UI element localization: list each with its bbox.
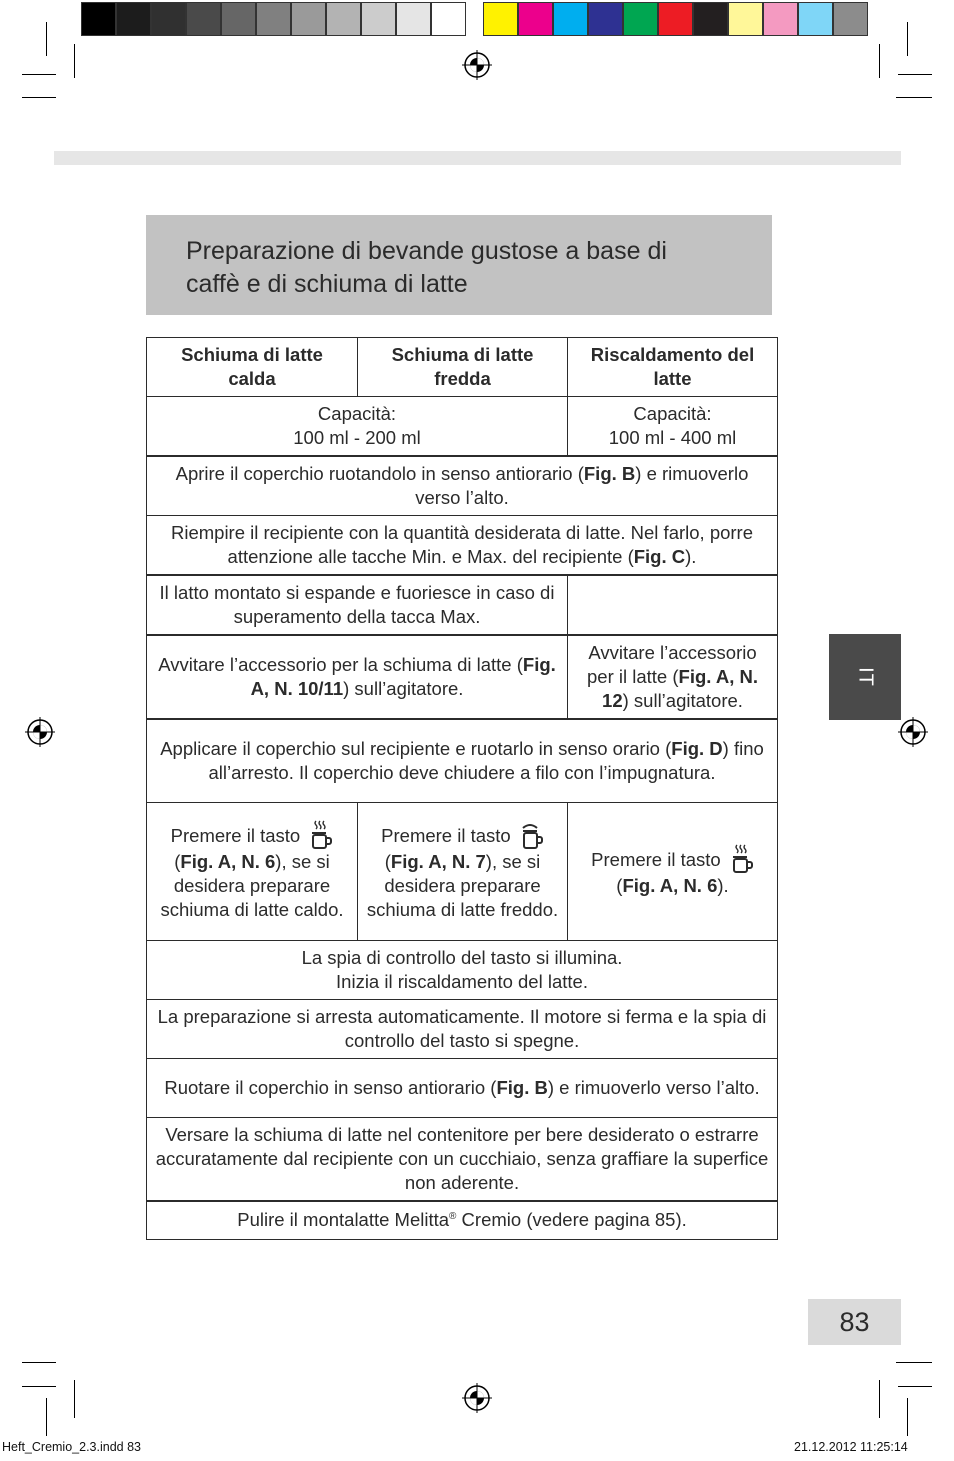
table-cell (147, 635, 568, 719)
crop-mark (22, 1362, 56, 1363)
column-header: Schiuma di latte calda (147, 338, 358, 397)
crop-mark (907, 1398, 908, 1436)
page-number: 83 (808, 1299, 901, 1345)
color-swatch (151, 2, 186, 36)
color-swatch (658, 2, 693, 36)
table-cell (358, 802, 568, 940)
table-row (147, 1201, 778, 1240)
figure-ref: Fig. D (671, 737, 723, 759)
table-row (147, 1058, 778, 1117)
table-row (147, 719, 778, 802)
hot-foam-cup-icon (730, 844, 754, 874)
figure-ref: Fig. A, N. 10/11 (250, 654, 556, 699)
crop-mark (896, 97, 932, 98)
crop-mark (907, 22, 908, 56)
figure-ref: Fig. B (496, 1076, 548, 1098)
figure-ref: Fig. A, N. 12 (602, 666, 758, 711)
cell-text: La spia di controllo del tasto si illumina. (301, 946, 623, 968)
table-row (147, 1117, 778, 1201)
registration-mark-icon (25, 717, 55, 747)
color-swatch (221, 2, 256, 36)
table-cell (568, 802, 778, 940)
table-cell (147, 1058, 778, 1117)
table-cell: Versare la schiuma di latte nel contenitore per bere desiderato o estrarre accuratamente dal recipiente con un cucchiaio, senza graffiare la superfice non aderente. (147, 1117, 778, 1201)
color-swatch (588, 2, 623, 36)
crop-mark (879, 44, 880, 78)
table-cell (147, 516, 778, 576)
color-swatch (763, 2, 798, 36)
table-row (147, 516, 778, 576)
crop-mark (74, 44, 75, 78)
figure-ref: Fig. A, N. 6 (180, 851, 276, 872)
capacity-label: Capacità: (317, 403, 397, 424)
section-title-line: Preparazione di bevande gustose a base di (186, 237, 667, 265)
color-swatch (396, 2, 431, 36)
color-swatch (728, 2, 763, 36)
table-cell (147, 802, 358, 940)
capacity-label: Capacità: (633, 403, 712, 424)
color-swatch (483, 2, 518, 36)
crop-mark (22, 1386, 56, 1387)
cell-text: Pulire il montalatte Melitta (237, 1209, 450, 1231)
color-swatch (518, 2, 553, 36)
cell-text: ) e rimuoverlo verso l’alto. (547, 1076, 760, 1098)
cell-text: Premere il tasto (381, 825, 511, 846)
instruction-table (146, 337, 778, 1240)
color-swatch (553, 2, 588, 36)
cell-text: ( (384, 851, 391, 872)
crop-mark (22, 74, 56, 75)
table-row (147, 397, 778, 457)
registration-mark-icon (462, 1383, 492, 1413)
language-tab-label: IT (854, 667, 877, 687)
color-swatch (116, 2, 151, 36)
language-tab (829, 634, 901, 720)
color-swatch (256, 2, 291, 36)
cell-text: ( (174, 851, 181, 872)
registered-mark: ® (449, 1211, 457, 1223)
color-swatch (693, 2, 728, 36)
color-swatch (186, 2, 221, 36)
table-cell: Il latto montato si espande e fuoriesce in caso di superamento della tacca Max. (147, 575, 568, 635)
cell-text: Riempire il recipiente con la quantità desiderata di latte. Nel farlo, porre attenzione alle tacche Min. e Max. del recipiente ( (170, 522, 754, 567)
cell-text: ). (717, 875, 729, 896)
cell-text: Avvitare l’accessorio per il latte ( (587, 642, 757, 687)
registration-mark-icon (462, 50, 492, 80)
figure-ref: Fig. A, N. 6 (622, 875, 718, 896)
header-stripe (54, 151, 901, 165)
figure-ref: Fig. B (583, 463, 636, 484)
cell-text: ) sull’agitatore. (343, 678, 464, 699)
crop-mark (46, 1398, 47, 1436)
colorbar-color (483, 2, 868, 36)
table-cell: La preparazione si arresta automaticamente. Il motore si ferma e la spia di controllo del tasto si spegne. (147, 999, 778, 1058)
section-title-line: caffè e di schiuma di latte (186, 270, 468, 298)
color-swatch (326, 2, 361, 36)
column-header: Schiuma di latte fredda (358, 338, 568, 397)
color-swatch (361, 2, 396, 36)
cell-text: Premere il tasto (591, 849, 721, 870)
cell-text: Cremio (vedere pagina 85). (456, 1209, 687, 1231)
color-swatch (623, 2, 658, 36)
table-cell (147, 719, 778, 802)
table-row (147, 802, 778, 940)
cell-text: ). (685, 546, 697, 567)
table-cell (147, 397, 568, 457)
table-cell (568, 635, 778, 719)
table-cell (147, 1201, 778, 1240)
crop-mark (22, 97, 56, 98)
cell-text: ( (616, 875, 623, 896)
cell-text: ) fino all’arresto. Il coperchio deve chiudere a filo con l’impugnatura. (208, 737, 764, 783)
cell-text: Applicare il coperchio sul recipiente e ruotarlo in senso orario ( (160, 737, 672, 759)
capacity-value: 100 ml - 400 ml (608, 427, 737, 448)
registration-mark-icon (898, 717, 928, 747)
table-cell (147, 456, 778, 516)
crop-mark (898, 1386, 932, 1387)
table-row (147, 999, 778, 1058)
cell-text: Inizia il riscaldamento del latte. (336, 970, 588, 992)
cell-text: ) e rimuoverlo verso l’alto. (415, 463, 749, 508)
cell-text: Premere il tasto (170, 825, 301, 846)
cell-text: ), se si desidera preparare schiuma di latte caldo. (160, 851, 344, 920)
colorbar-grayscale (81, 2, 466, 36)
color-swatch (81, 2, 116, 36)
column-header: Riscaldamento del latte (568, 338, 778, 397)
crop-mark (898, 74, 932, 75)
cold-foam-cup-icon (520, 820, 544, 850)
crop-mark (46, 22, 47, 56)
footer-timestamp: 21.12.2012 11:25:14 (794, 1440, 908, 1454)
hot-foam-cup-icon (309, 820, 333, 850)
figure-ref: Fig. A, N. 7 (390, 851, 486, 872)
table-row (147, 635, 778, 719)
table-cell (147, 940, 778, 999)
table-cell (568, 397, 778, 457)
table-row (147, 575, 778, 635)
table-row (147, 338, 778, 397)
section-title (146, 215, 772, 315)
cell-text: Aprire il coperchio ruotandolo in senso antiorario ( (175, 463, 584, 484)
cell-text: Avvitare l’accessorio per la schiuma di latte ( (158, 654, 523, 675)
color-swatch (798, 2, 833, 36)
color-swatch (431, 2, 466, 36)
crop-mark (74, 1380, 75, 1418)
footer-file-info: Heft_Cremio_2.3.indd 83 (2, 1440, 141, 1454)
capacity-value: 100 ml - 200 ml (293, 427, 421, 448)
table-row (147, 456, 778, 516)
crop-mark (879, 1380, 880, 1418)
table-row (147, 940, 778, 999)
crop-mark (896, 1362, 932, 1363)
table-cell-empty (568, 575, 778, 635)
cell-text: ) sull’agitatore. (622, 690, 743, 711)
cell-text: ), se si desidera preparare schiuma di latte freddo. (366, 851, 559, 920)
figure-ref: Fig. C (633, 546, 686, 567)
color-swatch (291, 2, 326, 36)
color-swatch (833, 2, 868, 36)
cell-text: Ruotare il coperchio in senso antiorario ( (164, 1076, 497, 1098)
